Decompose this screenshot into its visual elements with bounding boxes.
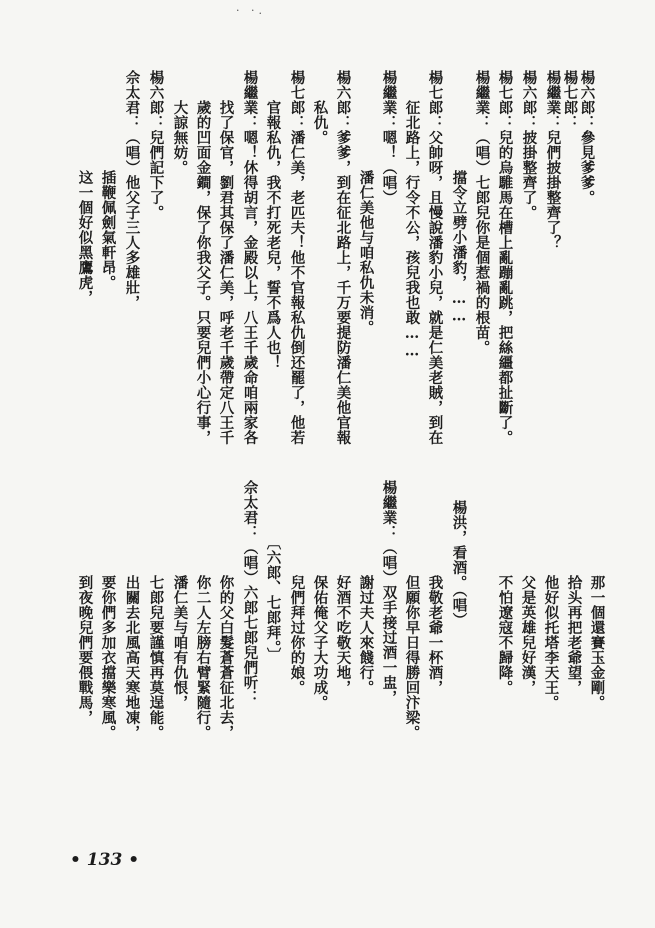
text-column: 我敬老爺一杯酒， — [426, 575, 444, 695]
text-column: 大諒無妨。 — [171, 100, 189, 175]
text-column: 楊七郎：潘仁美，老匹夫！他不官報私仇倒还罷了，他若 — [288, 70, 306, 445]
text-column: 〔六郎、七郎拜。〕 — [264, 535, 282, 663]
text-column: 他好似托塔李天王。 — [542, 575, 560, 710]
text-column: 好酒不吃敬天地， — [334, 575, 352, 695]
text-column: 楊繼業：（唱）七郎兒你是個惹禍的根苗。 — [473, 70, 491, 355]
text-column: 楊七郎： — [561, 70, 579, 130]
text-column: 擋令立劈小潘豹，…… — [450, 170, 468, 325]
text-column: 佘太君：（唱）他父子三人多雄壯， — [123, 70, 141, 310]
text-column: 楊六郎：爹爹，到在征北路上，千万要提防潘仁美他官報 — [334, 70, 352, 445]
text-column: 楊繼業：（唱）双手接过酒一盅， — [380, 480, 398, 705]
text-column: 七郎兒要謹慎再莫逞能。 — [147, 575, 165, 740]
text-column: 楊繼業：嗯！（唱） — [380, 70, 398, 205]
text-column: 楊七郎：父帥呀，且慢說潘豹小兒，就是仁美老賊，到在 — [426, 70, 444, 445]
text-column: 兒們拜过你的娘。 — [288, 575, 306, 695]
text-column: 潘仁美他与咱私仇未消。 — [357, 170, 375, 335]
text-column: 佘太君：（唱）六郎七郎兒們听： — [241, 480, 259, 705]
text-column: 楊六郎：兒們記下了。 — [147, 70, 165, 220]
header-mark: · ·. — [236, 4, 266, 17]
text-column: 楊繼業：兒們披掛整齊了？ — [544, 70, 562, 250]
text-column: 要你們多加衣擋樂寒風。 — [99, 575, 117, 740]
text-column: 拾头再把老爺望， — [565, 575, 583, 695]
text-column: 潘仁美与咱有仇恨， — [171, 575, 189, 710]
text-column: 楊繼業：嗯！休得胡言，金殿以上，八王千歲命咱兩家各 — [241, 70, 259, 445]
page-number: • 133 • — [70, 850, 140, 870]
text-column: 但願你早日得勝回汴梁。 — [403, 575, 421, 740]
text-column: 楊六郎：披掛整齊了。 — [520, 70, 538, 220]
text-column: 那一個還賽玉金剛。 — [588, 575, 606, 710]
text-column: 父是英雄兒好漢， — [519, 575, 537, 695]
text-column: 楊六郎：參見爹爹。 — [578, 70, 596, 205]
text-column: 你二人左膀右臂緊隨行。 — [194, 575, 212, 740]
text-column: 这一個好似黑鷹虎， — [76, 170, 94, 305]
text-column: 找了保官，劉君其保了潘仁美，呼老千歲帶定八王千 — [217, 100, 235, 445]
text-column: 你的父白髮蒼蒼征北去， — [217, 575, 235, 740]
text-column: 到夜晚兒們要偎戰馬， — [76, 575, 94, 725]
text-column: 征北路上，行令不公，孩兒我也敢…… — [403, 100, 421, 360]
text-column: 保佑俺父子大功成。 — [311, 575, 329, 710]
text-column: 楊七郎：兒的烏騅馬在槽上亂蹦亂跳，把絲繮都扯斷了。 — [496, 70, 514, 445]
text-column: 不怕遼寇不歸降。 — [496, 575, 514, 695]
text-column: 歲的凹面金鐧，保了你我父子。只要兒們小心行事， — [194, 100, 212, 445]
text-column: 私仇。 — [311, 100, 329, 145]
text-column: 官報私仇，我不打死老兒，誓不爲人也！ — [264, 100, 282, 370]
text-column: 謝过夫人來餞行。 — [357, 575, 375, 695]
text-column: 楊洪，看酒。（唱） — [450, 500, 468, 628]
text-column: 插鞭佩劍氣軒昂。 — [99, 170, 117, 290]
text-column: 出關去北風高天寒地凍， — [123, 575, 141, 740]
